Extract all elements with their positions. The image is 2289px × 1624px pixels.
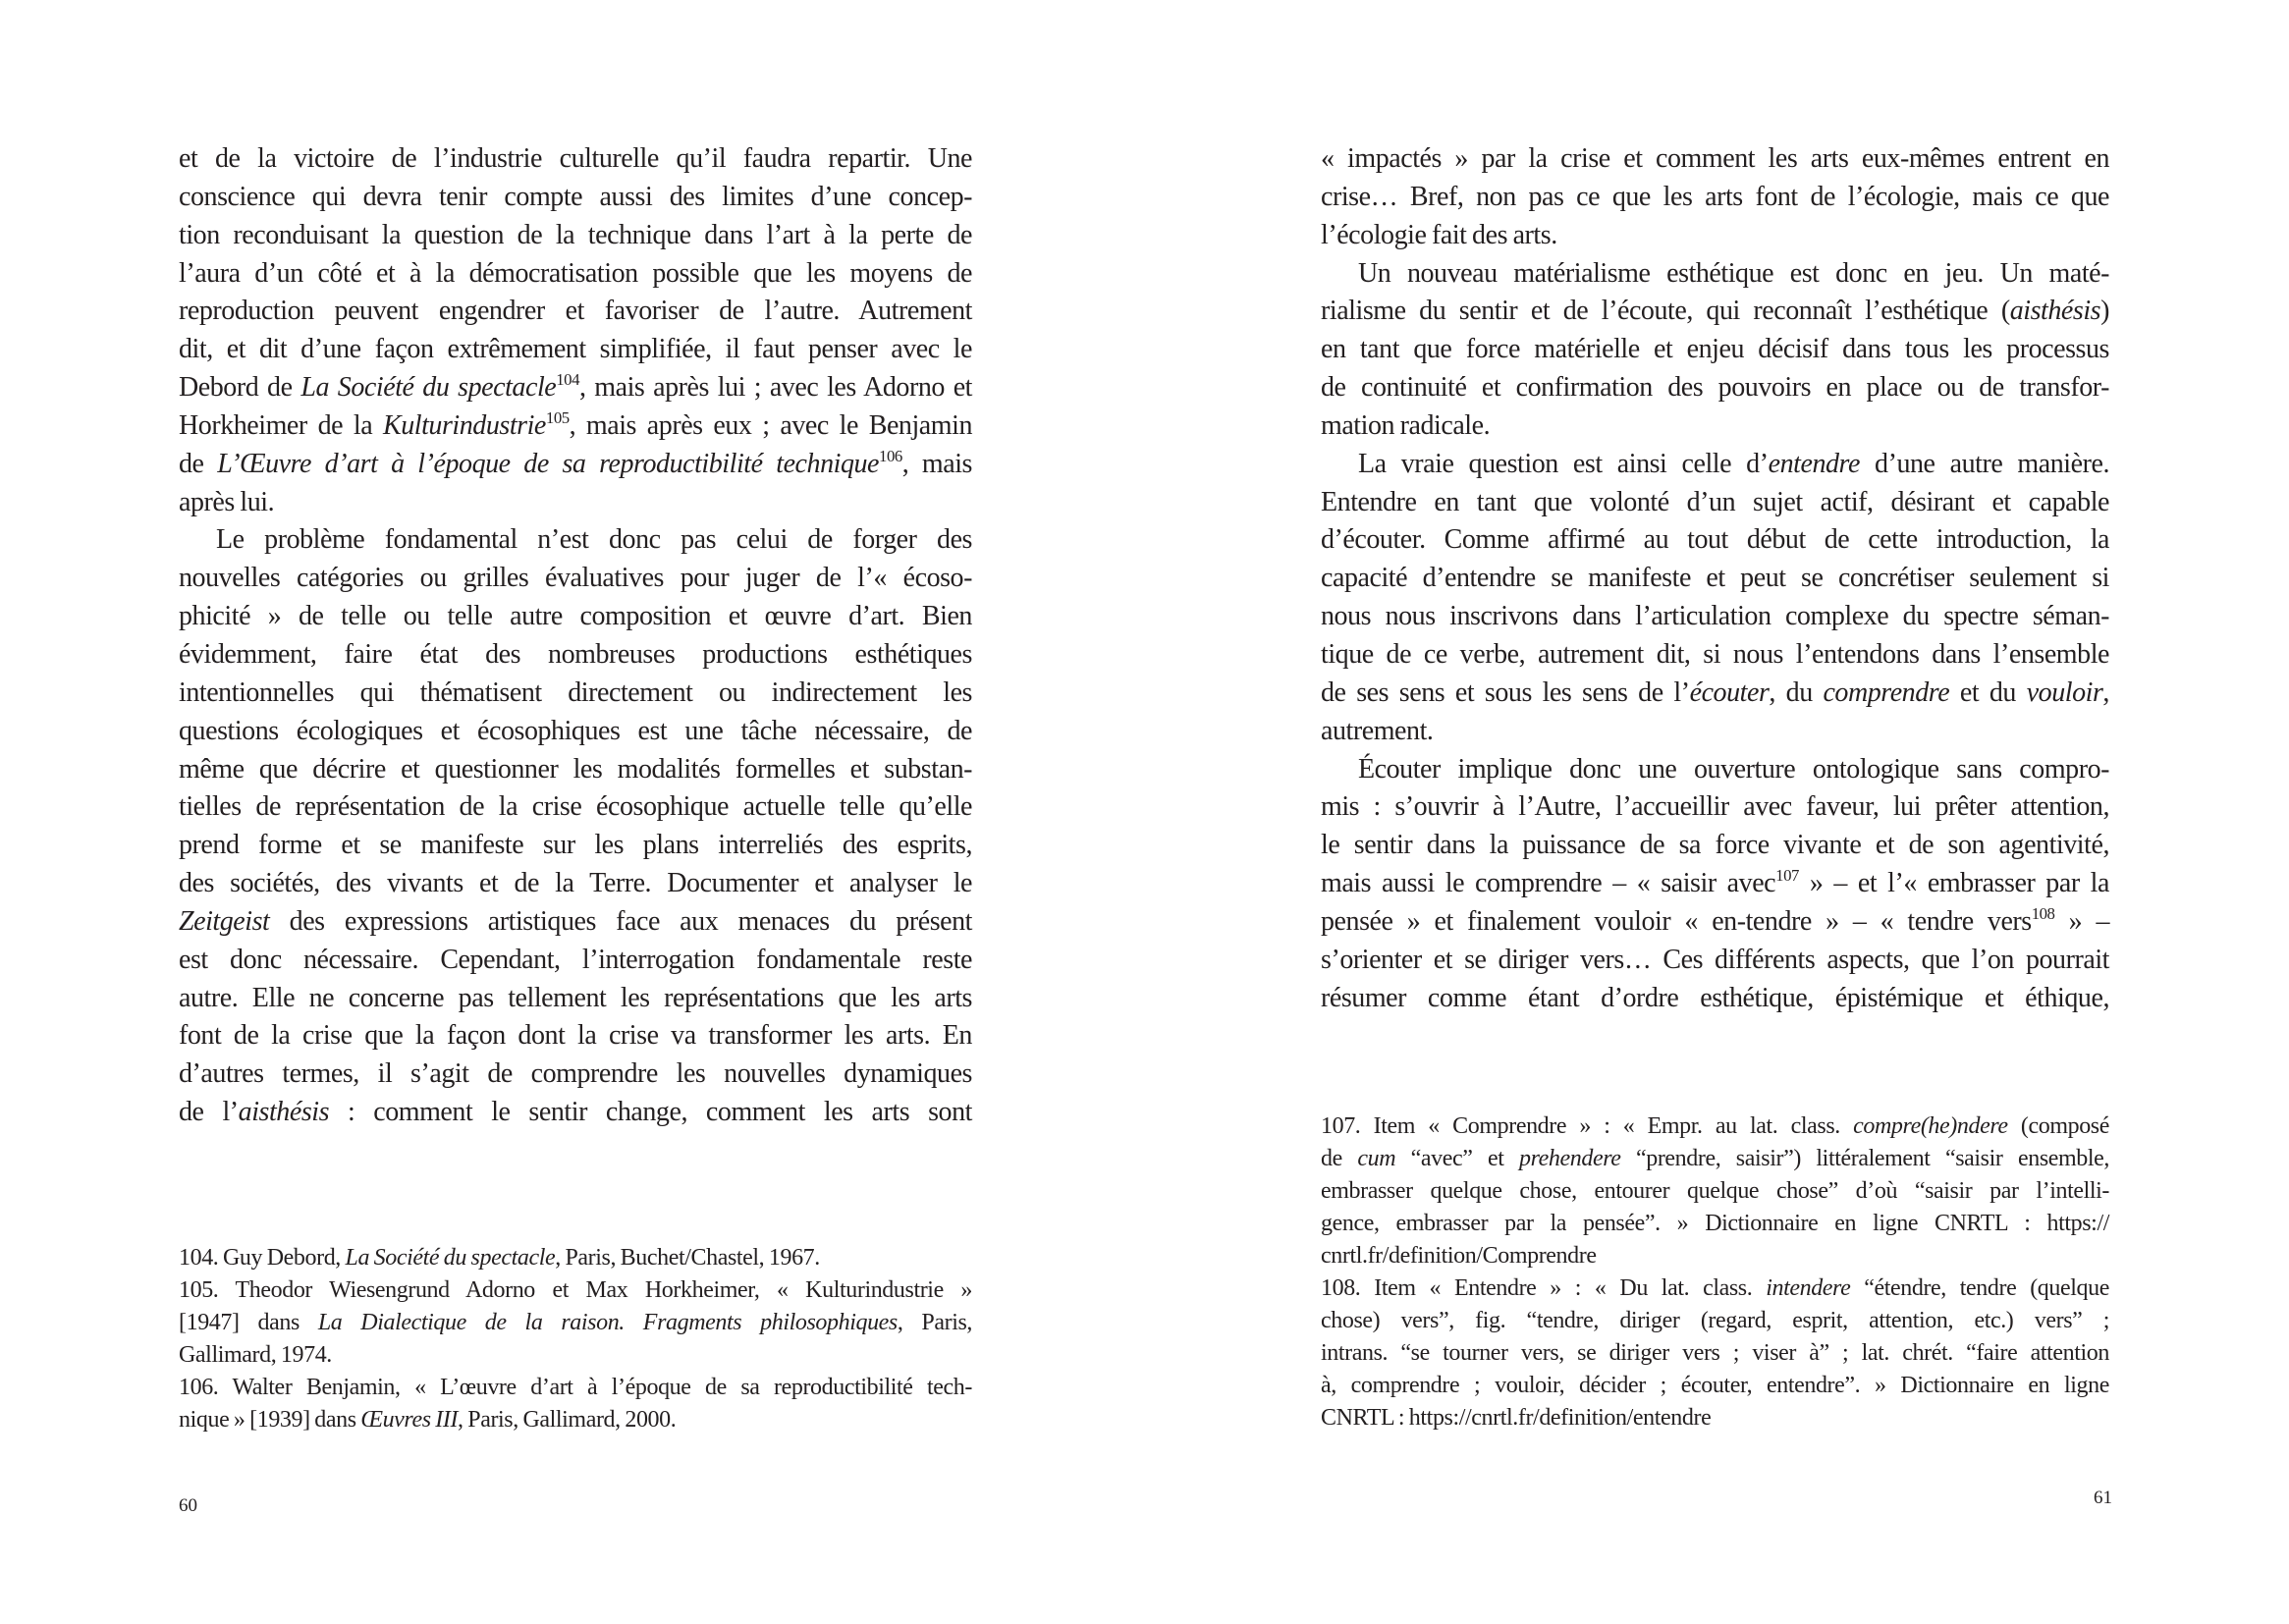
text-run: “étendre, tendre (quelque <box>1850 1275 2109 1301</box>
text-run: “avec” et <box>1395 1146 1519 1171</box>
text-line <box>1321 179 2109 217</box>
text-line <box>179 1017 972 1056</box>
italic-text: L’Œuvre d’art à l’époque de sa reproductibilité technique <box>217 448 880 479</box>
italic-text: intendere <box>1766 1275 1851 1301</box>
text-run: autrement. <box>1321 715 1434 746</box>
text-run: et du <box>1949 677 2027 708</box>
text-run: dit, et dit d’une façon extrêmement simplifiée, il faut penser avec le <box>179 334 972 365</box>
left-body-text <box>179 140 972 1132</box>
text-line <box>179 942 972 980</box>
footnote-line <box>179 1242 972 1274</box>
text-run: prend forme et se manifeste sur les plans interreliés des esprits, <box>179 830 972 861</box>
text-run: Un nouveau matérialisme esthétique est donc en jeu. Un maté- <box>1358 257 2109 289</box>
text-run: même que décrire et questionner les modalités formelles et substan- <box>179 753 972 785</box>
text-line <box>1321 484 2109 522</box>
text-line <box>179 636 972 675</box>
text-line <box>1321 217 2109 255</box>
text-line <box>1321 636 2109 675</box>
text-line <box>1321 942 2109 980</box>
text-run: capacité d’entendre se manifeste et peut se concrétiser seulement si <box>1321 563 2109 594</box>
footnote-line <box>1321 1240 2109 1272</box>
italic-text: aisthésis <box>238 1097 330 1128</box>
footnote-line <box>1321 1337 2109 1370</box>
text-line <box>179 255 972 294</box>
text-run: 108. Item « Entendre » : « Du lat. class. <box>1321 1275 1767 1301</box>
text-line <box>1321 598 2109 636</box>
footnote-reference: 104 <box>556 370 579 390</box>
text-run: évidemment, faire état des nombreuses productions esthétiques <box>179 638 972 670</box>
text-line <box>179 140 972 179</box>
italic-text: Œuvres III <box>360 1407 459 1433</box>
italic-text: cum <box>1357 1146 1396 1171</box>
text-line <box>179 713 972 751</box>
text-run: reproduction peuvent engendrer et favoriser de l’autre. Autrement <box>179 296 972 327</box>
text-line <box>179 788 972 827</box>
text-run: Gallimard, 1974. <box>179 1342 332 1368</box>
text-line <box>179 521 972 560</box>
text-line <box>1321 675 2109 713</box>
text-run: en tant que force matérielle et enjeu décisif dans tous les processus <box>1321 334 2109 365</box>
text-line <box>179 369 972 407</box>
left-page <box>0 0 1144 1624</box>
footnote-line <box>179 1307 972 1339</box>
right-body-text <box>1321 140 2109 1017</box>
text-line <box>179 484 972 522</box>
footnote-reference: 108 <box>2031 903 2055 923</box>
text-run: “prendre, saisir”) littéralement “saisir ensemble, <box>1620 1146 2109 1171</box>
text-line <box>1321 980 2109 1018</box>
text-run: questions écologiques et écosophiques est une tâche nécessaire, de <box>179 715 972 746</box>
italic-text: Kulturindustrie <box>382 409 546 441</box>
text-run: , <box>2102 677 2109 708</box>
text-line <box>179 331 972 369</box>
text-line <box>1321 788 2109 827</box>
text-line <box>1321 713 2109 751</box>
text-run: 104. Guy Debord, <box>179 1245 346 1271</box>
italic-text: La Société du spectacle <box>345 1245 556 1271</box>
text-run: l’écologie fait des arts. <box>1321 219 1557 250</box>
text-run: d’une autre manière. <box>1859 448 2109 479</box>
text-line <box>179 217 972 255</box>
footnote-line <box>1321 1402 2109 1435</box>
text-run: nouvelles catégories ou grilles évaluatives pour juger de l’« écoso- <box>179 563 972 594</box>
text-run: , du <box>1769 677 1824 708</box>
text-line <box>1321 827 2109 865</box>
text-run: « impactés » par la crise et comment les arts eux-mêmes entrent en <box>1321 143 2109 174</box>
text-line <box>1321 293 2109 331</box>
text-run: s’orienter et se diriger vers… Ces différents aspects, que l’on pourrait <box>1321 944 2109 975</box>
text-run: ) <box>2100 296 2109 327</box>
text-run: mis : s’ouvrir à l’Autre, l’accueillir avec faveur, lui prêter attention, <box>1321 791 2109 823</box>
footnote-line <box>1321 1110 2109 1143</box>
footnote-line <box>179 1274 972 1307</box>
footnote-reference: 105 <box>545 408 570 427</box>
italic-text: La Dialectique de la raison. Fragments philosophiques <box>317 1310 898 1335</box>
text-run: crise… Bref, non pas ce que les arts font de l’écologie, mais ce que <box>1321 181 2109 212</box>
text-run: cnrtl.fr/definition/Comprendre <box>1321 1243 1597 1269</box>
text-line <box>1321 521 2109 560</box>
text-line <box>1321 903 2109 942</box>
text-run: Horkheimer de la <box>179 409 383 441</box>
text-run: Le problème fondamental n’est donc pas celui de forger des <box>216 524 972 556</box>
text-run: tielles de représentation de la crise écosophique actuelle telle qu’elle <box>179 791 972 823</box>
page-number-right: 61 <box>2094 1488 2112 1508</box>
italic-text: Zeitgeist <box>179 905 270 937</box>
right-footnotes <box>1321 1110 2109 1435</box>
text-run: à, comprendre ; vouloir, décider ; écouter, entendre”. » Dictionnaire en ligne <box>1321 1373 2109 1398</box>
text-run: La vraie question est ainsi celle d’ <box>1358 448 1769 479</box>
footnote-line <box>1321 1305 2109 1337</box>
text-run: gence, embrasser par la pensée”. » Dictionnaire en ligne CNRTL : https:// <box>1321 1211 2109 1236</box>
text-run: font de la crise que la façon dont la crise va transformer les arts. En <box>179 1020 972 1052</box>
text-run: , mais après eux ; avec le Benjamin <box>569 409 972 441</box>
text-line <box>179 446 972 484</box>
text-run: rialisme du sentir et de l’écoute, qui reconnaît l’esthétique ( <box>1321 296 2010 327</box>
text-run: : comment le sentir change, comment les arts sont <box>329 1097 972 1128</box>
text-run: pensée » et finalement vouloir « en-tendre » – « tendre vers <box>1321 905 2032 937</box>
footnote-line <box>179 1372 972 1404</box>
text-line <box>1321 369 2109 407</box>
text-line <box>1321 751 2109 789</box>
italic-text: La Société du spectacle <box>300 372 557 404</box>
text-run: conscience qui devra tenir compte aussi des limites d’une concep- <box>179 181 972 212</box>
text-run: de continuité et confirmation des pouvoirs en place ou de transfor- <box>1321 372 2109 404</box>
text-run: 107. Item « Comprendre » : « Empr. au lat. class. <box>1321 1113 1854 1139</box>
text-run: de ses sens et sous les sens de l’ <box>1321 677 1690 708</box>
text-run: » – <box>2054 905 2109 937</box>
text-run: autre. Elle ne concerne pas tellement les représentations que les arts <box>179 982 972 1013</box>
text-run: de <box>1321 1146 1358 1171</box>
text-run: , Paris, Buchet/Chastel, 1967. <box>555 1245 820 1271</box>
text-run: d’autres termes, il s’agit de comprendre les nouvelles dynamiques <box>179 1058 972 1090</box>
footnote-line <box>179 1339 972 1372</box>
text-run: , mais après lui ; avec les Adorno et <box>578 372 973 404</box>
footnote-reference: 106 <box>879 446 902 465</box>
text-line <box>179 179 972 217</box>
text-run: nous nous inscrivons dans l’articulation complexe du spectre séman- <box>1321 601 2109 632</box>
text-run: de l’ <box>179 1097 239 1128</box>
text-run: , mais <box>901 448 973 479</box>
text-line <box>179 675 972 713</box>
text-line <box>179 865 972 903</box>
text-line <box>179 1056 972 1094</box>
text-run: intrans. “se tourner vers, se diriger vers ; viser à” ; lat. chrét. “faire attention <box>1321 1340 2109 1366</box>
text-run: chose) vers”, fig. “tendre, diriger (regard, esprit, attention, etc.) vers” ; <box>1321 1308 2109 1333</box>
page-number-left: 60 <box>179 1495 197 1516</box>
text-line <box>179 903 972 942</box>
text-run: nique » [1939] dans <box>179 1407 361 1433</box>
text-run: est donc nécessaire. Cependant, l’interrogation fondamentale reste <box>179 944 972 975</box>
text-line <box>1321 255 2109 294</box>
text-run: , Paris, Gallimard, 2000. <box>458 1407 677 1433</box>
text-run: (composé <box>2007 1113 2109 1139</box>
italic-text: comprendre <box>1823 677 1950 708</box>
text-run: 106. Walter Benjamin, « L’œuvre d’art à l’époque de sa reproductibilité tech- <box>179 1375 972 1400</box>
text-line <box>179 560 972 598</box>
text-line <box>179 407 972 446</box>
footnote-line <box>179 1404 972 1436</box>
text-run: des expressions artistiques face aux menaces du présent <box>269 905 972 937</box>
text-line <box>1321 407 2109 446</box>
text-line <box>1321 865 2109 903</box>
text-line <box>179 980 972 1018</box>
text-run: intentionnelles qui thématisent directement ou indirectement les <box>179 677 972 708</box>
text-run: des sociétés, des vivants et de la Terre. Documenter et analyser le <box>179 868 972 899</box>
left-footnotes <box>179 1242 972 1436</box>
text-run: le sentir dans la puissance de sa force vivante et de son agentivité, <box>1321 830 2109 861</box>
text-line <box>179 751 972 789</box>
text-run: de <box>179 448 218 479</box>
text-run: après lui. <box>179 486 275 517</box>
text-run: l’aura d’un côté et à la démocratisation possible que les moyens de <box>179 257 972 289</box>
footnote-line <box>1321 1175 2109 1208</box>
text-line <box>179 827 972 865</box>
text-run: , Paris, <box>897 1310 972 1335</box>
text-run: [1947] dans <box>179 1310 318 1335</box>
text-line <box>1321 446 2109 484</box>
text-run: 105. Theodor Wiesengrund Adorno et Max Horkheimer, « Kulturindustrie » <box>179 1277 972 1303</box>
text-run: et de la victoire de l’industrie culturelle qu’il faudra repartir. Une <box>179 143 972 174</box>
text-run: » – et l’« embrasser par la <box>1798 868 2109 899</box>
text-run: Debord de <box>179 372 301 404</box>
text-line <box>1321 140 2109 179</box>
text-line <box>1321 560 2109 598</box>
text-run: mation radicale. <box>1321 409 1491 441</box>
italic-text: vouloir <box>2026 677 2103 708</box>
text-run: tique de ce verbe, autrement dit, si nous l’entendons dans l’ensemble <box>1321 638 2109 670</box>
footnote-line <box>1321 1208 2109 1240</box>
text-line <box>179 598 972 636</box>
italic-text: compre(he)ndere <box>1853 1113 2008 1139</box>
text-line <box>1321 331 2109 369</box>
text-run: mais aussi le comprendre – « saisir avec <box>1321 868 1776 899</box>
footnote-line <box>1321 1143 2109 1175</box>
text-run: d’écouter. Comme affirmé au tout début de cette introduction, la <box>1321 524 2109 556</box>
footnote-reference: 107 <box>1775 866 1799 886</box>
text-run: embrasser quelque chose, entourer quelque chose” d’où “saisir par l’intelli- <box>1321 1178 2109 1204</box>
italic-text: écouter <box>1689 677 1770 708</box>
footnote-line <box>1321 1370 2109 1402</box>
italic-text: entendre <box>1768 448 1860 479</box>
text-line <box>179 293 972 331</box>
right-page <box>1144 0 2289 1624</box>
text-line <box>179 1094 972 1132</box>
text-run: résumer comme étant d’ordre esthétique, épistémique et éthique, <box>1321 982 2109 1013</box>
text-run: Écouter implique donc une ouverture ontologique sans compro- <box>1358 753 2109 785</box>
text-run: Entendre en tant que volonté d’un sujet actif, désirant et capable <box>1321 486 2109 517</box>
italic-text: prehendere <box>1518 1146 1621 1171</box>
text-run: tion reconduisant la question de la technique dans l’art à la perte de <box>179 219 972 250</box>
footnote-line <box>1321 1272 2109 1305</box>
italic-text: aisthésis <box>2009 296 2101 327</box>
text-run: phicité » de telle ou telle autre composition et œuvre d’art. Bien <box>179 601 972 632</box>
text-run: CNRTL : https://cnrtl.fr/definition/entendre <box>1321 1405 1712 1431</box>
